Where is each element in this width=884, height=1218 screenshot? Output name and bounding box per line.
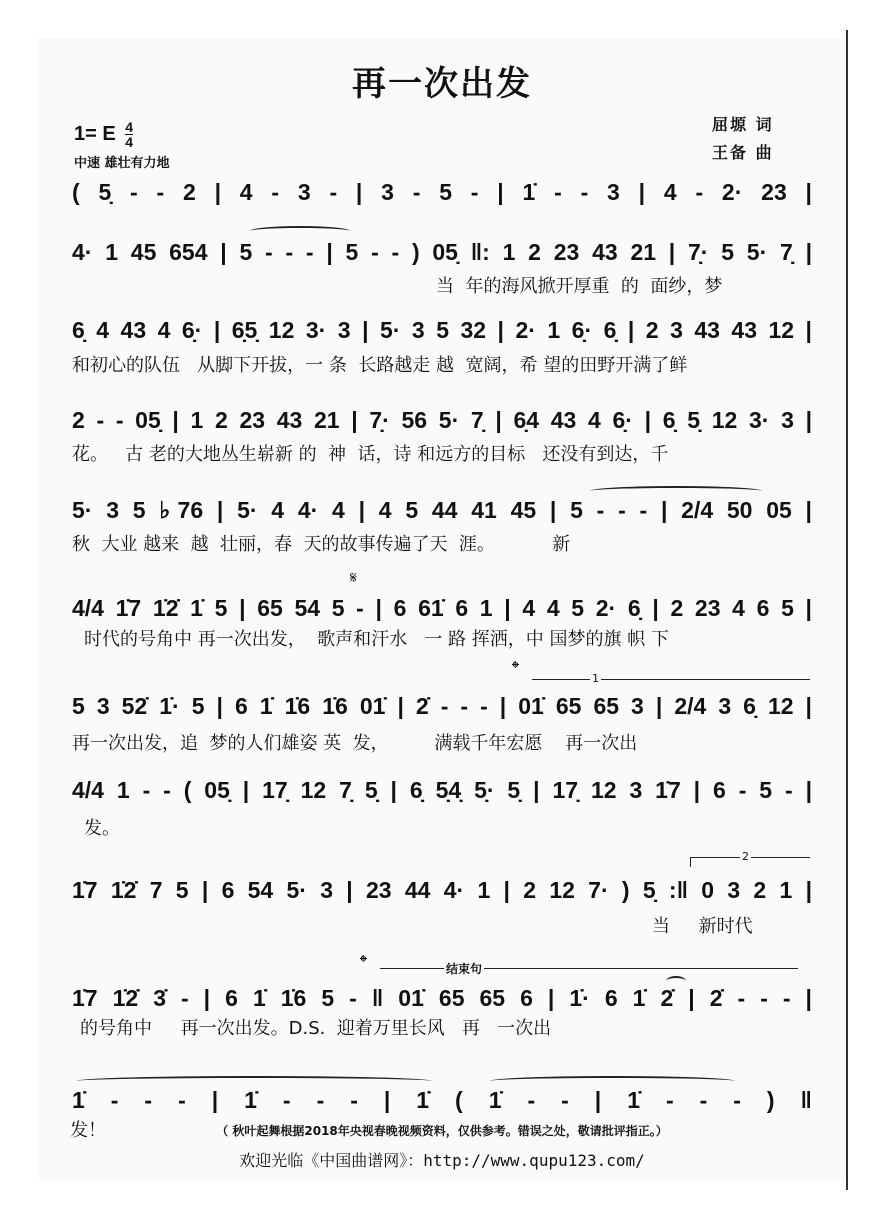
website-link[interactable]: 欢迎光临《中国曲谱网》：http://www.qupu123.com/ [239,1151,645,1170]
tempo-marking: 中速 雄壮有力地 [74,156,170,171]
tie [490,1076,735,1086]
lyrics-row-9: 当 新时代 [652,916,753,937]
lyricist-credit: 屈塬 词 [712,115,774,134]
song-title: 再一次出发 [352,64,532,104]
lyrics-row-3: 和初心的队伍 从脚下开拔，一 条 长路越走 越 宽阔，希 望的田野开满了鲜 [72,355,688,376]
key-signature [74,120,133,149]
composer-credit: 王备 曲 [712,143,774,162]
notation-row-2: 4· 1 45 654 | 5 - - - | 5 - - ) 05̣ ‖: 1 2 23 43 21 | 7̣· 5 5· 7̣ | [72,239,812,265]
ending-bracket [380,968,798,969]
tie [76,1076,432,1086]
tie [250,226,350,236]
volta-1-label: 1 [592,672,599,685]
notation-row-6: 4/4 1̇7 1̇2̇ 1̇ 5 | 65 54 5 - | 6 61̇ 6 1 | 4 4 5 2· 6̣ | 2 23 4 6 5 | [72,595,812,621]
lyrics-row-4: 花。 古 老的大地丛生崭新 的 神 话，诗 和远方的目标 还没有到达，千 [72,444,669,465]
time-top: 4 [125,119,134,135]
lyrics-row-7: 再一次出发，追 梦的人们雄姿 英 发， 满载千年宏愿 再一次出 [72,733,638,754]
page-edge [846,30,848,1190]
lyrics-row-11: 发！ [70,1120,106,1141]
key-label: 1= E [74,122,116,145]
volta-2-label: 2 [742,850,749,863]
lyrics-row-2: 当 年的海风掀开厚重 的 面纱，梦 [436,276,723,297]
ending-label: 结束句 [446,962,483,976]
tie [590,486,762,496]
notation-row-5: 5· 3 5 ♭76 | 5· 4 4· 4 | 4 5 44 41 45 | 5 - - - | 2/4 50 05 | [72,497,812,523]
notation-row-9: 1̇7 1̇2̇ 7 5 | 6 54 5· 3 | 23 44 4· 1 | 2 12 7· ) 5̣ :‖ 0 3 2 1 | [72,877,812,903]
volta-1-bracket [532,679,810,680]
lyrics-row-8: 发。 [84,818,120,839]
notation-row-3: 6̣ 4 43 4 6̣· | 6̣5̣ 12 3· 3 | 5· 3 5 32 | 2· 1 6̣· 6̣ | 2 3 43 43 12 | [72,317,812,343]
volta-2-tick [690,857,691,867]
coda-icon: 𝄌 [360,950,367,974]
notation-row-10: 1̇7 1̇2̇ 3̇ - | 6 1̇ 1̇6 5 - ‖ 01̇ 65 65 6 | 1̇· 6 1̇ 2̇ | 2̇ - - - | [72,985,812,1011]
footer-note: （ 秋叶起舞根据2018年央视春晚视频资料，仅供参考。错误之处，敬请批评指正。） [216,1124,668,1138]
lyrics-row-10: 的号角中 再一次出发。D.S. 迎着万里长风 再 一次出 [80,1018,552,1039]
time-signature [125,120,133,149]
notation-row-4: 2 - - 05̣ | 1 2 23 43 21 | 7̣· 56 5· 7̣ | 6̣4 43 4 6̣· | 6̣ 5̣ 12 3· 3 | [72,407,812,433]
segno-icon: 𝄋 [350,568,357,587]
lyrics-row-5: 秋 大业 越来 越 壮丽，春 天的故事传遍了天 涯。 新 [72,534,571,555]
time-bottom: 4 [125,134,134,150]
notation-row-7: 5 3 52̇ 1̇· 5 | 6 1̇ 1̇6 1̇6 01̇ | 2̇ - - - | 01̇ 65 65 3 | 2/4 3 6̣ 12 | [72,693,812,719]
notation-row-1: ( 5̣ - - 2 | 4 - 3 - | 3 - 5 - | 1̇ - - 3 | 4 - 2· 23 | [72,179,812,205]
lyrics-row-6: 时代的号角中 再一次出发， 歌声和汗水 一 路 挥洒，中 国梦的旗 帜 下 [84,629,669,650]
notation-row-11: 1̇ - - - | 1̇ - - - | 1̇ ( 1̇ - - | 1̇ - - - ) ‖ [72,1087,812,1113]
notation-row-8: 4/4 1 - - ( 05̣ | 17̣ 12 7̣ 5̣ | 6̣ 5̣4̣ 5̣· 5̣ | 17̣ 12 3 1̇7 | 6 - 5 - | [72,777,812,803]
coda-icon: 𝄌 [512,656,519,680]
